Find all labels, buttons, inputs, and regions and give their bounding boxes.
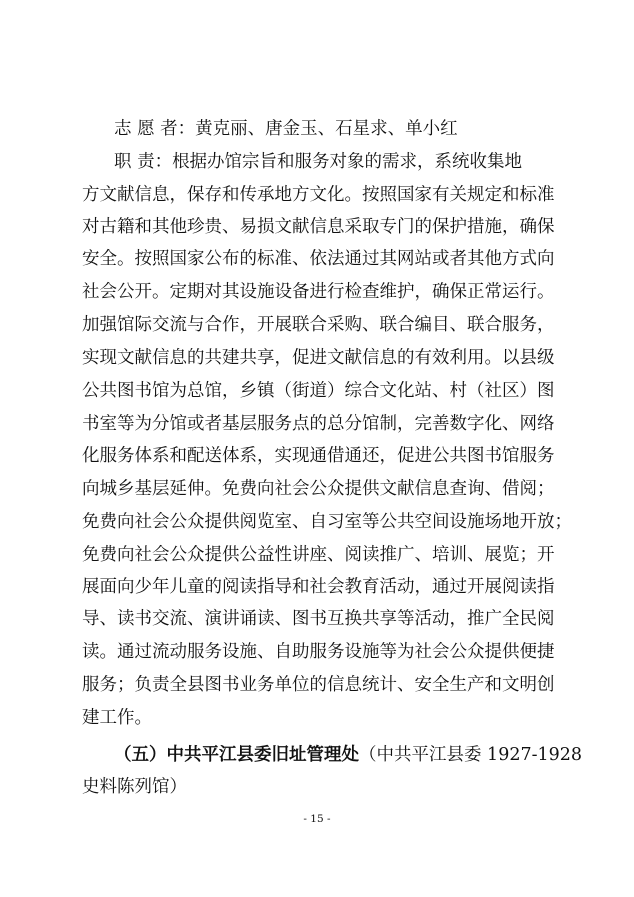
paragraph-line: 安全。按照国家公布的标准、依法通过其网站或者其他方式向 (82, 249, 555, 269)
paragraph-line: 实现文献信息的共建共享，促进文献信息的有效利用。以县级 (82, 348, 555, 368)
paragraph-line: 导、读书交流、演讲诵读、图书互换共享等活动，推广全民阅 (82, 609, 555, 629)
paragraph-line: 服务；负责全县图书业务单位的信息统计、安全生产和文明创 (82, 675, 555, 695)
paragraph-line: 免费向社会公众提供公益性讲座、阅读推广、培训、展览；开 (82, 545, 555, 565)
paragraph-line: 建工作。 (82, 708, 152, 728)
volunteers-line: 志 愿 者：黄克丽、唐金玉、石星求、单小红 (114, 119, 458, 139)
paragraph-line: 社会公开。定期对其设施设备进行检查维护，确保正常运行。 (82, 282, 555, 302)
paragraph-line: 书室等为分馆或者基层服务点的总分馆制，完善数字化、网络 (82, 414, 555, 434)
paragraph-line: 公共图书馆为总馆，乡镇（街道）综合文化站、村（社区）图 (82, 381, 555, 401)
paragraph-line: 化服务体系和配送体系，实现通借通还，促进公共图书馆服务 (82, 446, 555, 466)
paragraph-line: 方文献信息，保存和传承地方文化。按照国家有关规定和标准 (82, 185, 555, 205)
section-heading (114, 743, 584, 767)
paragraph-line: 对古籍和其他珍贵、易损文献信息采取专门的保护措施，确保 (82, 217, 555, 237)
section-heading-continuation: 史料陈列馆） (82, 777, 187, 797)
paragraph-line: 职 责：根据办馆宗旨和服务对象的需求，系统收集地 (114, 152, 523, 172)
paragraph-line: 向城乡基层延伸。免费向社会公众提供文献信息查询、借阅； (82, 479, 555, 499)
paragraph-line: 展面向少年儿童的阅读指导和社会教育活动，通过开展阅读指 (82, 577, 555, 597)
paragraph-line: 免费向社会公众提供阅览室、自习室等公共空间设施场地开放； (82, 512, 572, 532)
paragraph-line: 读。通过流动服务设施、自助服务设施等为社会公众提供便捷 (82, 642, 555, 662)
section-heading-subtitle: （中共平江县委 1927-1928 (359, 745, 583, 765)
page-number: - 15 - (303, 813, 331, 825)
section-heading-title: （五）中共平江县委旧址管理处 (114, 745, 359, 765)
paragraph-line: 加强馆际交流与合作，开展联合采购、联合编目、联合服务， (82, 315, 555, 335)
